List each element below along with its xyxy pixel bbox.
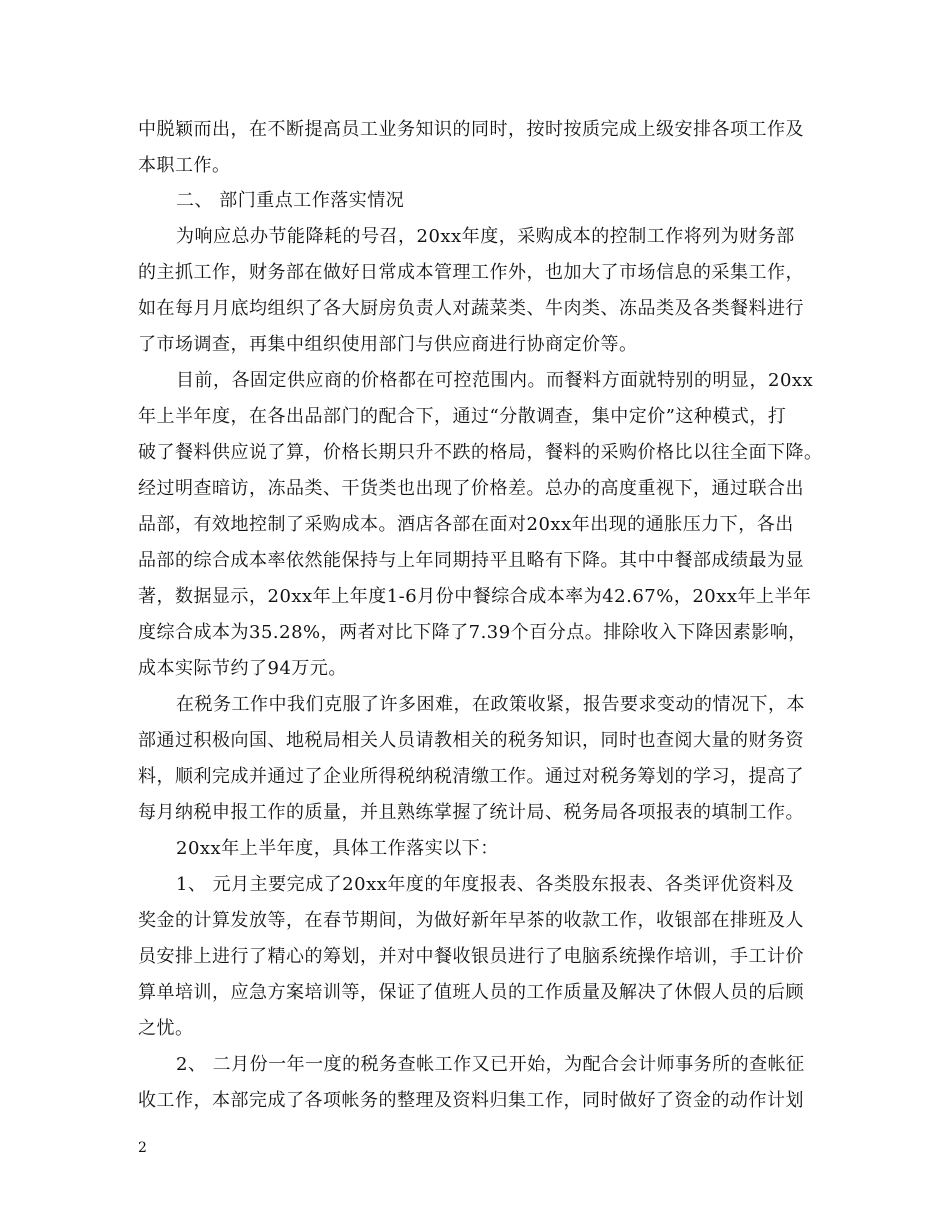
text-line: 算单培训，应急方案培训等，保证了值班人员的工作质量及解决了休假人员的后顾 <box>138 982 804 1003</box>
section-heading: 二、 部门重点工作落实情况 <box>176 190 405 211</box>
list-item: 1、 元月主要完成了20xx年度的年度报表、各类股东报表、各类评优资料及 <box>176 874 795 895</box>
text-line: 每月纳税申报工作的质量，并且熟练掌握了统计局、税务局各项报表的填制工作。 <box>138 802 804 823</box>
text-line: 奖金的计算发放等，在春节期间，为做好新年早茶的收款工作，收银部在排班及人 <box>138 910 804 931</box>
text-line: 料，顺利完成并通过了企业所得税纳税清缴工作。通过对税务筹划的学习，提高了 <box>138 766 804 787</box>
text-line: 部通过积极向国、地税局相关人员请教相关的税务知识，同时也查阅大量的财务资 <box>138 730 804 751</box>
text-line: 品部的综合成本率依然能保持与上年同期持平且略有下降。其中中餐部成绩最为显 <box>138 550 804 571</box>
text-line: 度综合成本为35.28%，两者对比下降了7.39个百分点。排除收入下降因素影响， <box>138 622 807 643</box>
text-line: 目前，各固定供应商的价格都在可控范围内。而餐料方面就特别的明显，20xx <box>176 370 814 391</box>
text-line: 了市场调查，再集中组织使用部门与供应商进行协商定价等。 <box>138 334 638 355</box>
text-line: 著，数据显示，20xx年上年度1-6月份中餐综合成本率为42.67%，20xx年上半年 <box>138 586 812 607</box>
text-line: 员安排上进行了精心的筹划，并对中餐收银员进行了电脑系统操作培训，手工计价 <box>138 946 804 967</box>
text-line: 品部，有效地控制了采购成本。酒店各部在面对20xx年出现的通胀压力下，各出 <box>138 514 794 535</box>
text-line: 之忧。 <box>138 1018 194 1039</box>
text-line: 本职工作。 <box>138 155 231 176</box>
page-number: 2 <box>138 1140 147 1156</box>
list-item: 2、 二月份一年一度的税务查帐工作又已开始，为配合会计师事务所的查帐征 <box>176 1054 805 1075</box>
text-line: 收工作，本部完成了各项帐务的整理及资料归集工作，同时做好了资金的动作计划 <box>138 1090 804 1111</box>
text-line: 在税务工作中我们克服了许多困难，在政策收紧，报告要求变动的情况下，本 <box>176 694 805 715</box>
text-line: 为响应总办节能降耗的号召，20xx年度，采购成本的控制工作将列为财务部 <box>176 226 795 247</box>
text-line: 20xx年上半年度，具体工作落实以下： <box>176 838 499 859</box>
text-line: 中脱颖而出，在不断提高员工业务知识的同时，按时按质完成上级安排各项工作及 <box>138 119 804 140</box>
text-line: 经过明查暗访，冻品类、干货类也出现了价格差。总办的高度重视下，通过联合出 <box>138 478 804 499</box>
text-line: 年上半年度，在各出品部门的配合下，通过“分散调查，集中定价”这种模式，打 <box>138 406 787 427</box>
text-line: 的主抓工作，财务部在做好日常成本管理工作外，也加大了市场信息的采集工作， <box>138 262 804 283</box>
text-line: 如在每月月底均组织了各大厨房负责人对蔬菜类、牛肉类、冻品类及各类餐料进行 <box>138 298 804 319</box>
text-line: 成本实际节约了94万元。 <box>138 658 347 679</box>
text-line: 破了餐料供应说了算，价格长期只升不跌的格局，餐料的采购价格比以往全面下降。 <box>138 442 823 463</box>
